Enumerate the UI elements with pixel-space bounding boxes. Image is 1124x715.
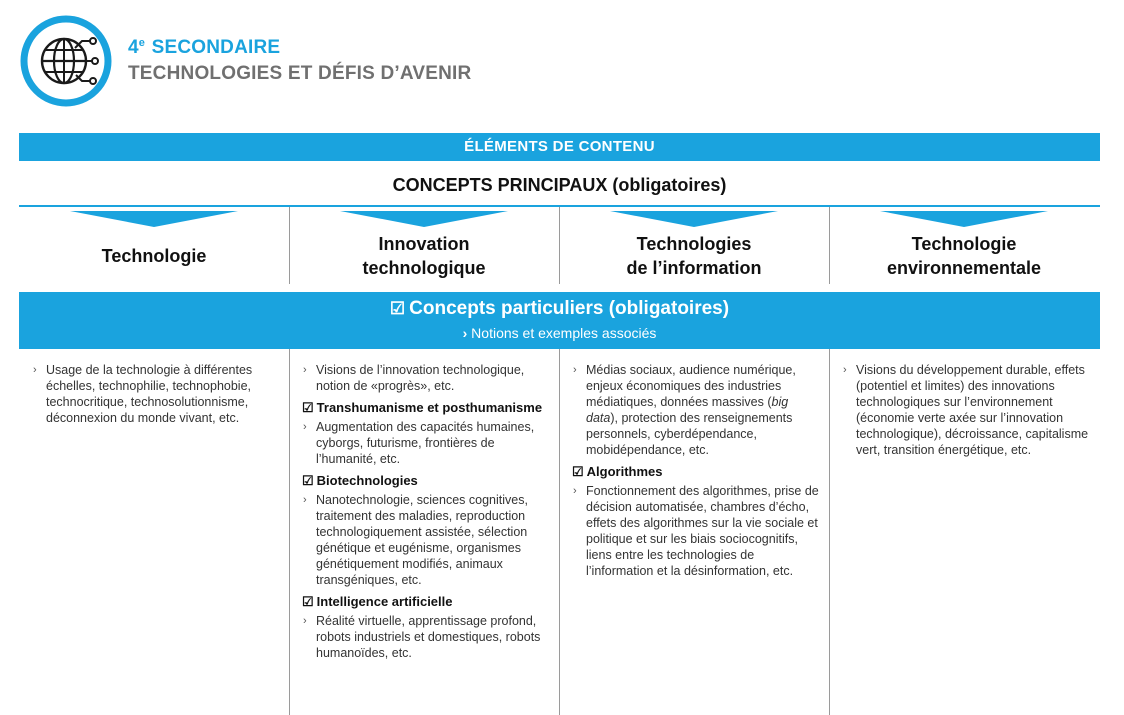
list-item: › Visions du développement durable, effets (potentiel et limites) des innovations technologiques sur l’environnement (économie verte axée sur l’innovation technologique), décroissance, capitalisme vert, transition énergétique, etc. <box>842 362 1090 458</box>
chevron-right-icon: › <box>462 325 468 341</box>
particular-subtitle: Notions et exemples associés <box>471 325 657 341</box>
column-divider <box>289 349 290 715</box>
concept-technologies-information: Technologies de l’information <box>626 234 762 278</box>
globe-circuit-icon <box>20 15 112 107</box>
concepts-title: CONCEPTS PRINCIPAUX (obligatoires) <box>392 175 727 195</box>
column-divider <box>829 349 830 715</box>
checkbox-icon: ☑ <box>302 473 314 488</box>
checkbox-icon: ☑ <box>572 464 584 479</box>
arrow-down-icon <box>70 211 238 227</box>
particular-title: Concepts particuliers (obligatoires) <box>409 298 730 319</box>
subconcept-heading: ☑ Biotechnologies <box>302 473 418 488</box>
section-title-band: ÉLÉMENTS DE CONTENU <box>19 133 1100 161</box>
column-divider <box>559 207 560 284</box>
list-item: › Nanotechnologie, sciences cognitives, traitement des maladies, reproduction technologiquement assistée, sélection génétique et eugénisme, organismes génétiquement modifiés, animaux transgéniques, etc. <box>302 492 550 588</box>
list-item: › Usage de la technologie à différentes échelles, technophilie, technophobie, technocritique, technosolutionnisme, déconnexion du monde vivant, etc. <box>32 362 280 426</box>
concept-technologie: Technologie <box>101 246 207 266</box>
list-item: › Médias sociaux, audience numérique, enjeux économiques des industries médiatiques, données massives (big data), protection des renseignements personnels, cyberdépendance, mobidépendance, etc. <box>572 362 820 458</box>
column-technologie <box>32 362 280 432</box>
list-item: › Réalité virtuelle, apprentissage profond, robots industriels et domestiques, robots humanoïdes, etc. <box>302 613 550 661</box>
column-technologies-information <box>572 362 820 585</box>
concept-innovation: Innovation technologique <box>362 234 486 278</box>
arrow-down-icon <box>340 211 508 227</box>
grade-title: 4e SECONDAIRE <box>128 37 281 58</box>
course-title: TECHNOLOGIES ET DÉFIS D’AVENIR <box>128 63 472 84</box>
column-innovation <box>302 362 550 667</box>
checkbox-icon: ☑ <box>302 594 314 609</box>
subconcept-heading: ☑ Transhumanisme et posthumanisme <box>302 400 543 415</box>
column-divider <box>289 207 290 284</box>
list-item: › Visions de l’innovation technologique, notion de «progrès», etc. <box>302 362 550 394</box>
concept-technologie-environnementale: Technologie environnementale <box>886 234 1042 278</box>
checkbox-icon: ☑ <box>389 299 406 318</box>
subconcept-heading: ☑ Algorithmes <box>572 464 663 479</box>
arrow-down-icon <box>610 211 778 227</box>
column-divider <box>829 207 830 284</box>
column-technologie-environnementale <box>842 362 1090 464</box>
list-item: › Augmentation des capacités humaines, cyborgs, futurisme, frontières de l’humanité, etc. <box>302 419 550 467</box>
arrow-down-icon <box>880 211 1048 227</box>
checkbox-icon: ☑ <box>302 400 314 415</box>
column-divider <box>559 349 560 715</box>
subconcept-heading: ☑ Intelligence artificielle <box>302 594 453 609</box>
list-item: › Fonctionnement des algorithmes, prise de décision automatisée, chambres d’écho, effets des algorithmes sur la vie sociale et politique et sur les biais sociocognitifs, liens entre les technologies de l’information et la désinformation, etc. <box>572 483 820 579</box>
particular-concepts-band <box>19 292 1100 349</box>
